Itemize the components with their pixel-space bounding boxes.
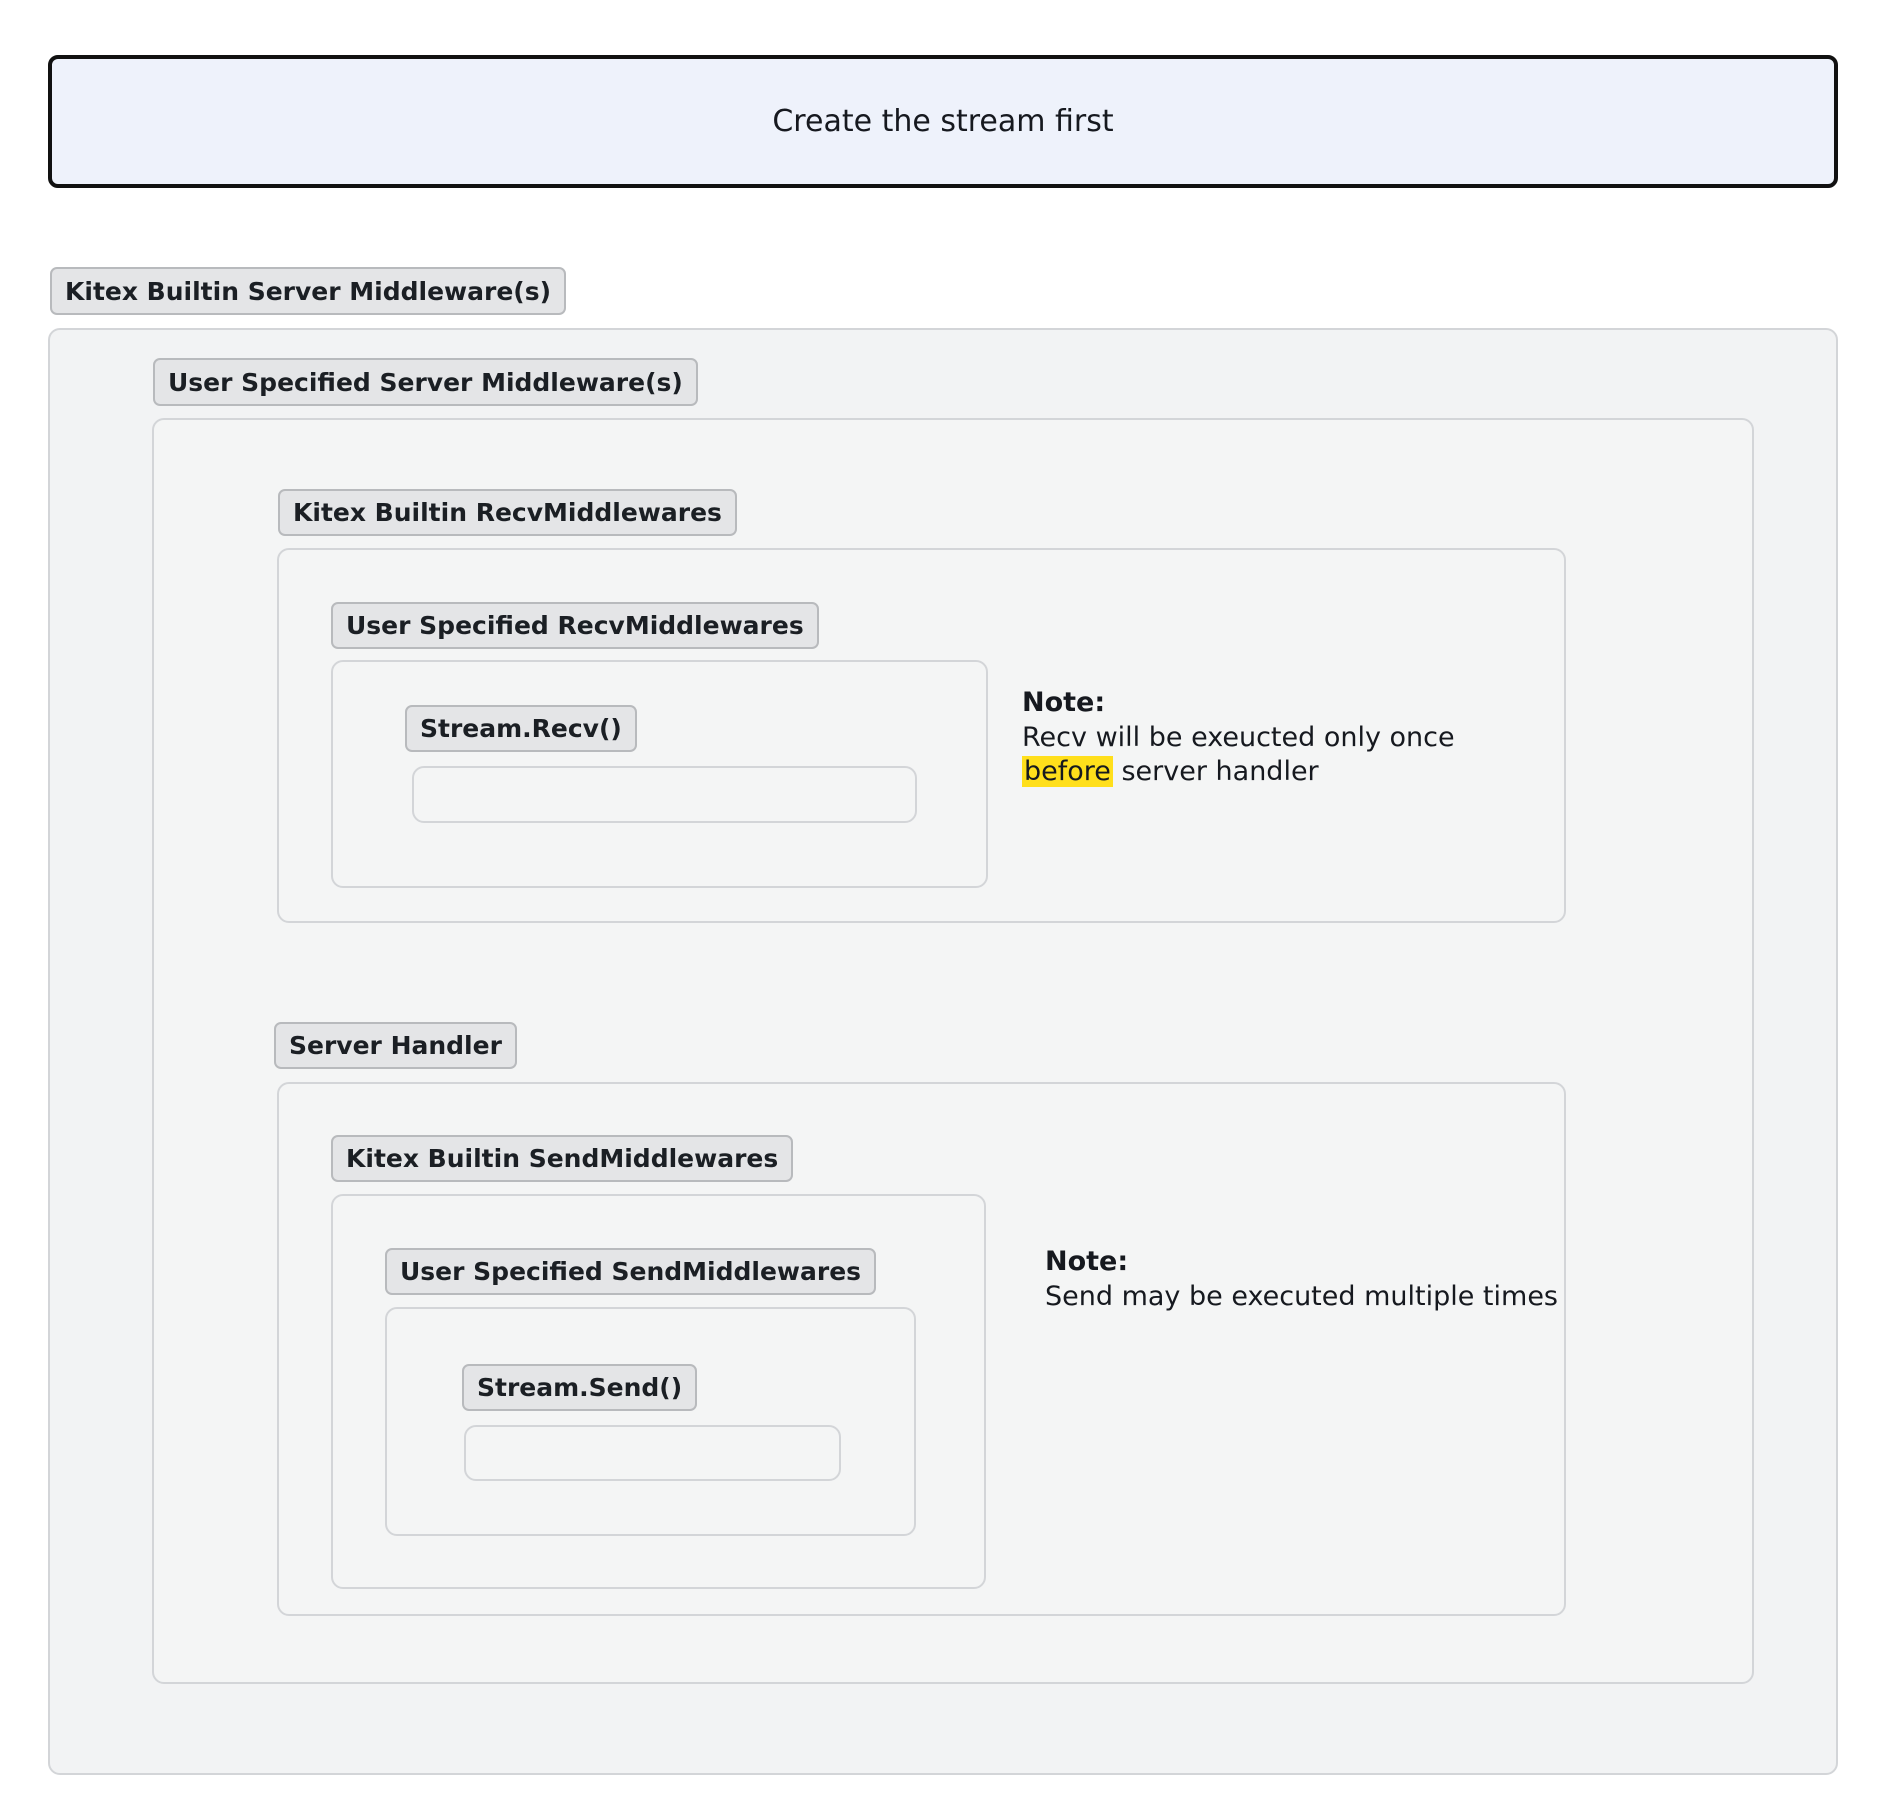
user-specified-send-middlewares-box (385, 1307, 916, 1536)
kitex-builtin-send-middlewares-label (331, 1135, 793, 1182)
stream-recv-label (405, 705, 637, 752)
recv-note-line2-rest: server handler (1112, 756, 1319, 788)
kitex-builtin-server-middleware-label-text: Kitex Builtin Server Middleware(s) (65, 276, 552, 306)
send-note-line1: Send may be executed multiple times (1045, 1280, 1558, 1312)
recv-note-title: Note: (1022, 687, 1106, 718)
user-specified-recv-middlewares-label (331, 602, 819, 649)
server-handler-label-text: Server Handler (289, 1031, 502, 1060)
kitex-builtin-send-middlewares-label-text: Kitex Builtin SendMiddlewares (346, 1144, 779, 1173)
recv-note (1022, 686, 1482, 790)
server-handler-label (274, 1022, 517, 1069)
stream-send-box (464, 1425, 841, 1481)
user-specified-send-middlewares-label (385, 1248, 876, 1295)
kitex-builtin-server-middleware-label (50, 267, 566, 315)
stream-send-label (462, 1364, 697, 1411)
stream-recv-label-text: Stream.Recv() (420, 714, 622, 743)
stream-send-label-text: Stream.Send() (477, 1373, 683, 1402)
create-stream-banner-label: Create the stream first (772, 104, 1114, 139)
user-specified-recv-middlewares-label-text: User Specified RecvMiddlewares (346, 611, 804, 640)
create-stream-banner (48, 55, 1838, 188)
stream-recv-box (412, 766, 917, 823)
recv-note-highlight: before (1024, 756, 1111, 788)
user-specified-server-middleware-label (153, 358, 698, 406)
user-specified-send-middlewares-label-text: User Specified SendMiddlewares (400, 1257, 862, 1286)
kitex-builtin-recv-middlewares-label (278, 489, 737, 536)
user-specified-server-middleware-label-text: User Specified Server Middleware(s) (168, 367, 683, 397)
recv-note-line1: Recv will be exeucted only once (1022, 721, 1455, 753)
kitex-builtin-recv-middlewares-label-text: Kitex Builtin RecvMiddlewares (293, 498, 722, 527)
send-note (1045, 1245, 1575, 1314)
send-note-title: Note: (1045, 1246, 1129, 1277)
